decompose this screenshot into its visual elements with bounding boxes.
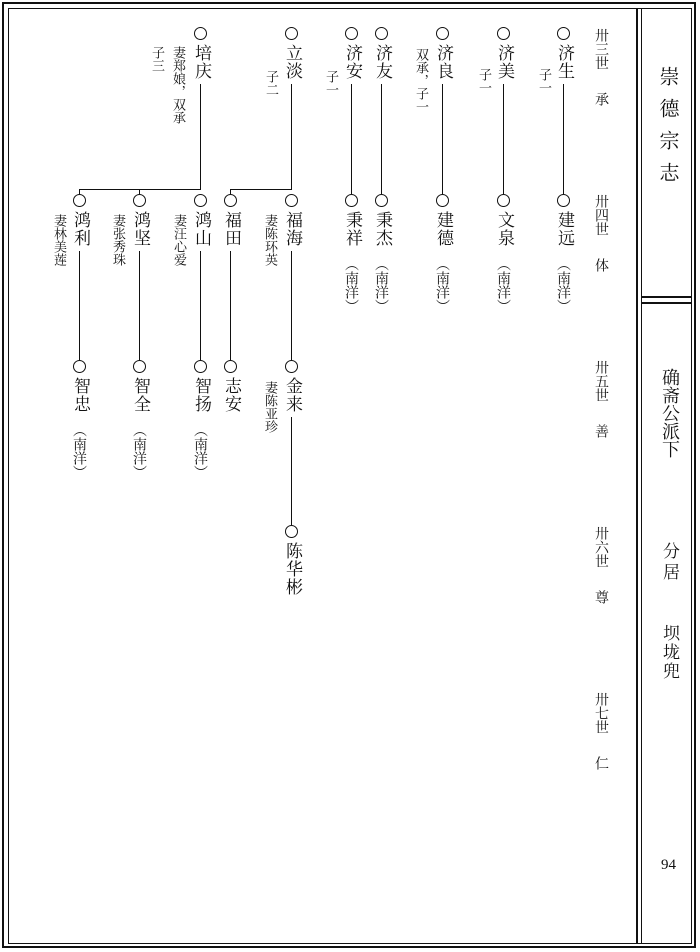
person-name: 济良: [433, 44, 453, 80]
gen-label-37: 卅七世: [593, 692, 609, 734]
person-name: 建德: [433, 211, 453, 247]
gen-label-33: 卅三世: [593, 28, 609, 70]
node-marker: [345, 194, 358, 207]
person-name: 鸿坚: [130, 211, 150, 247]
lineage-line: [563, 84, 564, 194]
node-marker: [345, 27, 358, 40]
person-name: 秉杰: [372, 211, 392, 247]
person-tag: （南洋）: [495, 257, 511, 313]
person-name: 鸿利: [70, 211, 90, 247]
person-name: 智扬: [191, 377, 211, 413]
person-tag: （南洋）: [555, 257, 571, 313]
node-marker: [285, 194, 298, 207]
page-number: 94: [661, 857, 676, 873]
person-name: 陈华彬: [282, 542, 302, 596]
person-tag: （南洋）: [192, 423, 208, 479]
person-name: 立淡: [282, 44, 302, 80]
node-marker: [194, 27, 207, 40]
person-spouse: 妻张秀珠: [110, 214, 125, 266]
residence-label: 分居: [659, 542, 679, 584]
person-name: 济美: [494, 44, 514, 80]
lineage-line: [230, 251, 231, 361]
person-name: 福海: [282, 211, 302, 247]
person-spouse: 妻汪心爱: [171, 214, 186, 266]
node-marker: [436, 194, 449, 207]
node-marker: [557, 194, 570, 207]
node-marker: [436, 27, 449, 40]
lineage-line: [381, 84, 382, 194]
lineage-branch: [79, 189, 201, 190]
person-tag: （南洋）: [131, 423, 147, 479]
node-marker: [375, 27, 388, 40]
node-marker: [224, 360, 237, 373]
person-name: 济安: [342, 44, 362, 80]
person-spouse: 妻林美莲: [51, 214, 66, 266]
person-name: 智全: [130, 377, 150, 413]
person-note: 双承，子一: [413, 48, 428, 113]
node-marker: [285, 525, 298, 538]
person-name: 福田: [221, 211, 241, 247]
node-marker: [224, 194, 237, 207]
person-tag: （南洋）: [373, 257, 389, 313]
node-marker: [194, 194, 207, 207]
node-marker: [73, 194, 86, 207]
gen-char-36: 尊: [593, 590, 609, 604]
person-name: 建远: [554, 211, 574, 247]
book-title: 崇德宗志: [656, 66, 680, 194]
gen-char-37: 仁: [593, 756, 609, 770]
lineage-line: [291, 417, 292, 525]
gen-char-35: 善: [593, 424, 609, 438]
lineage-line: [200, 251, 201, 361]
person-name: 培庆: [191, 44, 211, 80]
sidebar-rule-top: [642, 296, 692, 298]
lineage-line: [200, 84, 201, 189]
person-name: 济生: [554, 44, 574, 80]
sidebar-rule-bottom: [642, 302, 692, 304]
person-note: 子一: [323, 70, 338, 96]
gen-label-36: 卅六世: [593, 526, 609, 568]
node-marker: [285, 27, 298, 40]
node-marker: [73, 360, 86, 373]
person-note: 子二: [263, 70, 278, 96]
person-tag: （南洋）: [343, 257, 359, 313]
node-marker: [375, 194, 388, 207]
person-spouse: 妻陈亚珍: [262, 381, 277, 433]
gen-label-34: 卅四世: [593, 194, 609, 236]
person-name: 金来: [282, 377, 302, 413]
lineage-line: [503, 84, 504, 194]
person-note: 子一: [536, 68, 551, 94]
node-marker: [285, 360, 298, 373]
node-marker: [194, 360, 207, 373]
person-name: 秉祥: [342, 211, 362, 247]
node-marker: [557, 27, 570, 40]
person-note: 子一: [476, 68, 491, 94]
lineage-branch: [230, 189, 292, 190]
lineage-line: [139, 251, 140, 361]
person-tag: （南洋）: [71, 423, 87, 479]
lineage-line: [351, 84, 352, 194]
lineage-line: [442, 84, 443, 194]
gen-char-33: 承: [593, 92, 609, 106]
person-note: 子三: [149, 46, 164, 72]
person-name: 济友: [372, 44, 392, 80]
lineage-line: [291, 251, 292, 361]
lineage-line: [79, 251, 80, 361]
lineage-line: [291, 84, 292, 189]
node-marker: [133, 194, 146, 207]
residence-place: 坝垅兜: [659, 624, 679, 681]
person-name: 鸿山: [191, 211, 211, 247]
gen-char-34: 体: [593, 258, 609, 272]
person-name: 文泉: [494, 211, 514, 247]
node-marker: [497, 27, 510, 40]
branch-title: 确斋公派下: [659, 368, 680, 458]
sidebar-divider-thin: [641, 8, 642, 944]
gen-label-35: 卅五世: [593, 360, 609, 402]
person-name: 智忠: [70, 377, 90, 413]
node-marker: [133, 360, 146, 373]
person-tag: （南洋）: [434, 257, 450, 313]
node-marker: [497, 194, 510, 207]
person-spouse: 妻郑娘，双承: [170, 46, 185, 124]
page-border-inner: [8, 8, 692, 944]
person-name: 志安: [221, 377, 241, 413]
person-spouse: 妻陈环英: [262, 214, 277, 266]
sidebar-divider: [636, 8, 638, 944]
